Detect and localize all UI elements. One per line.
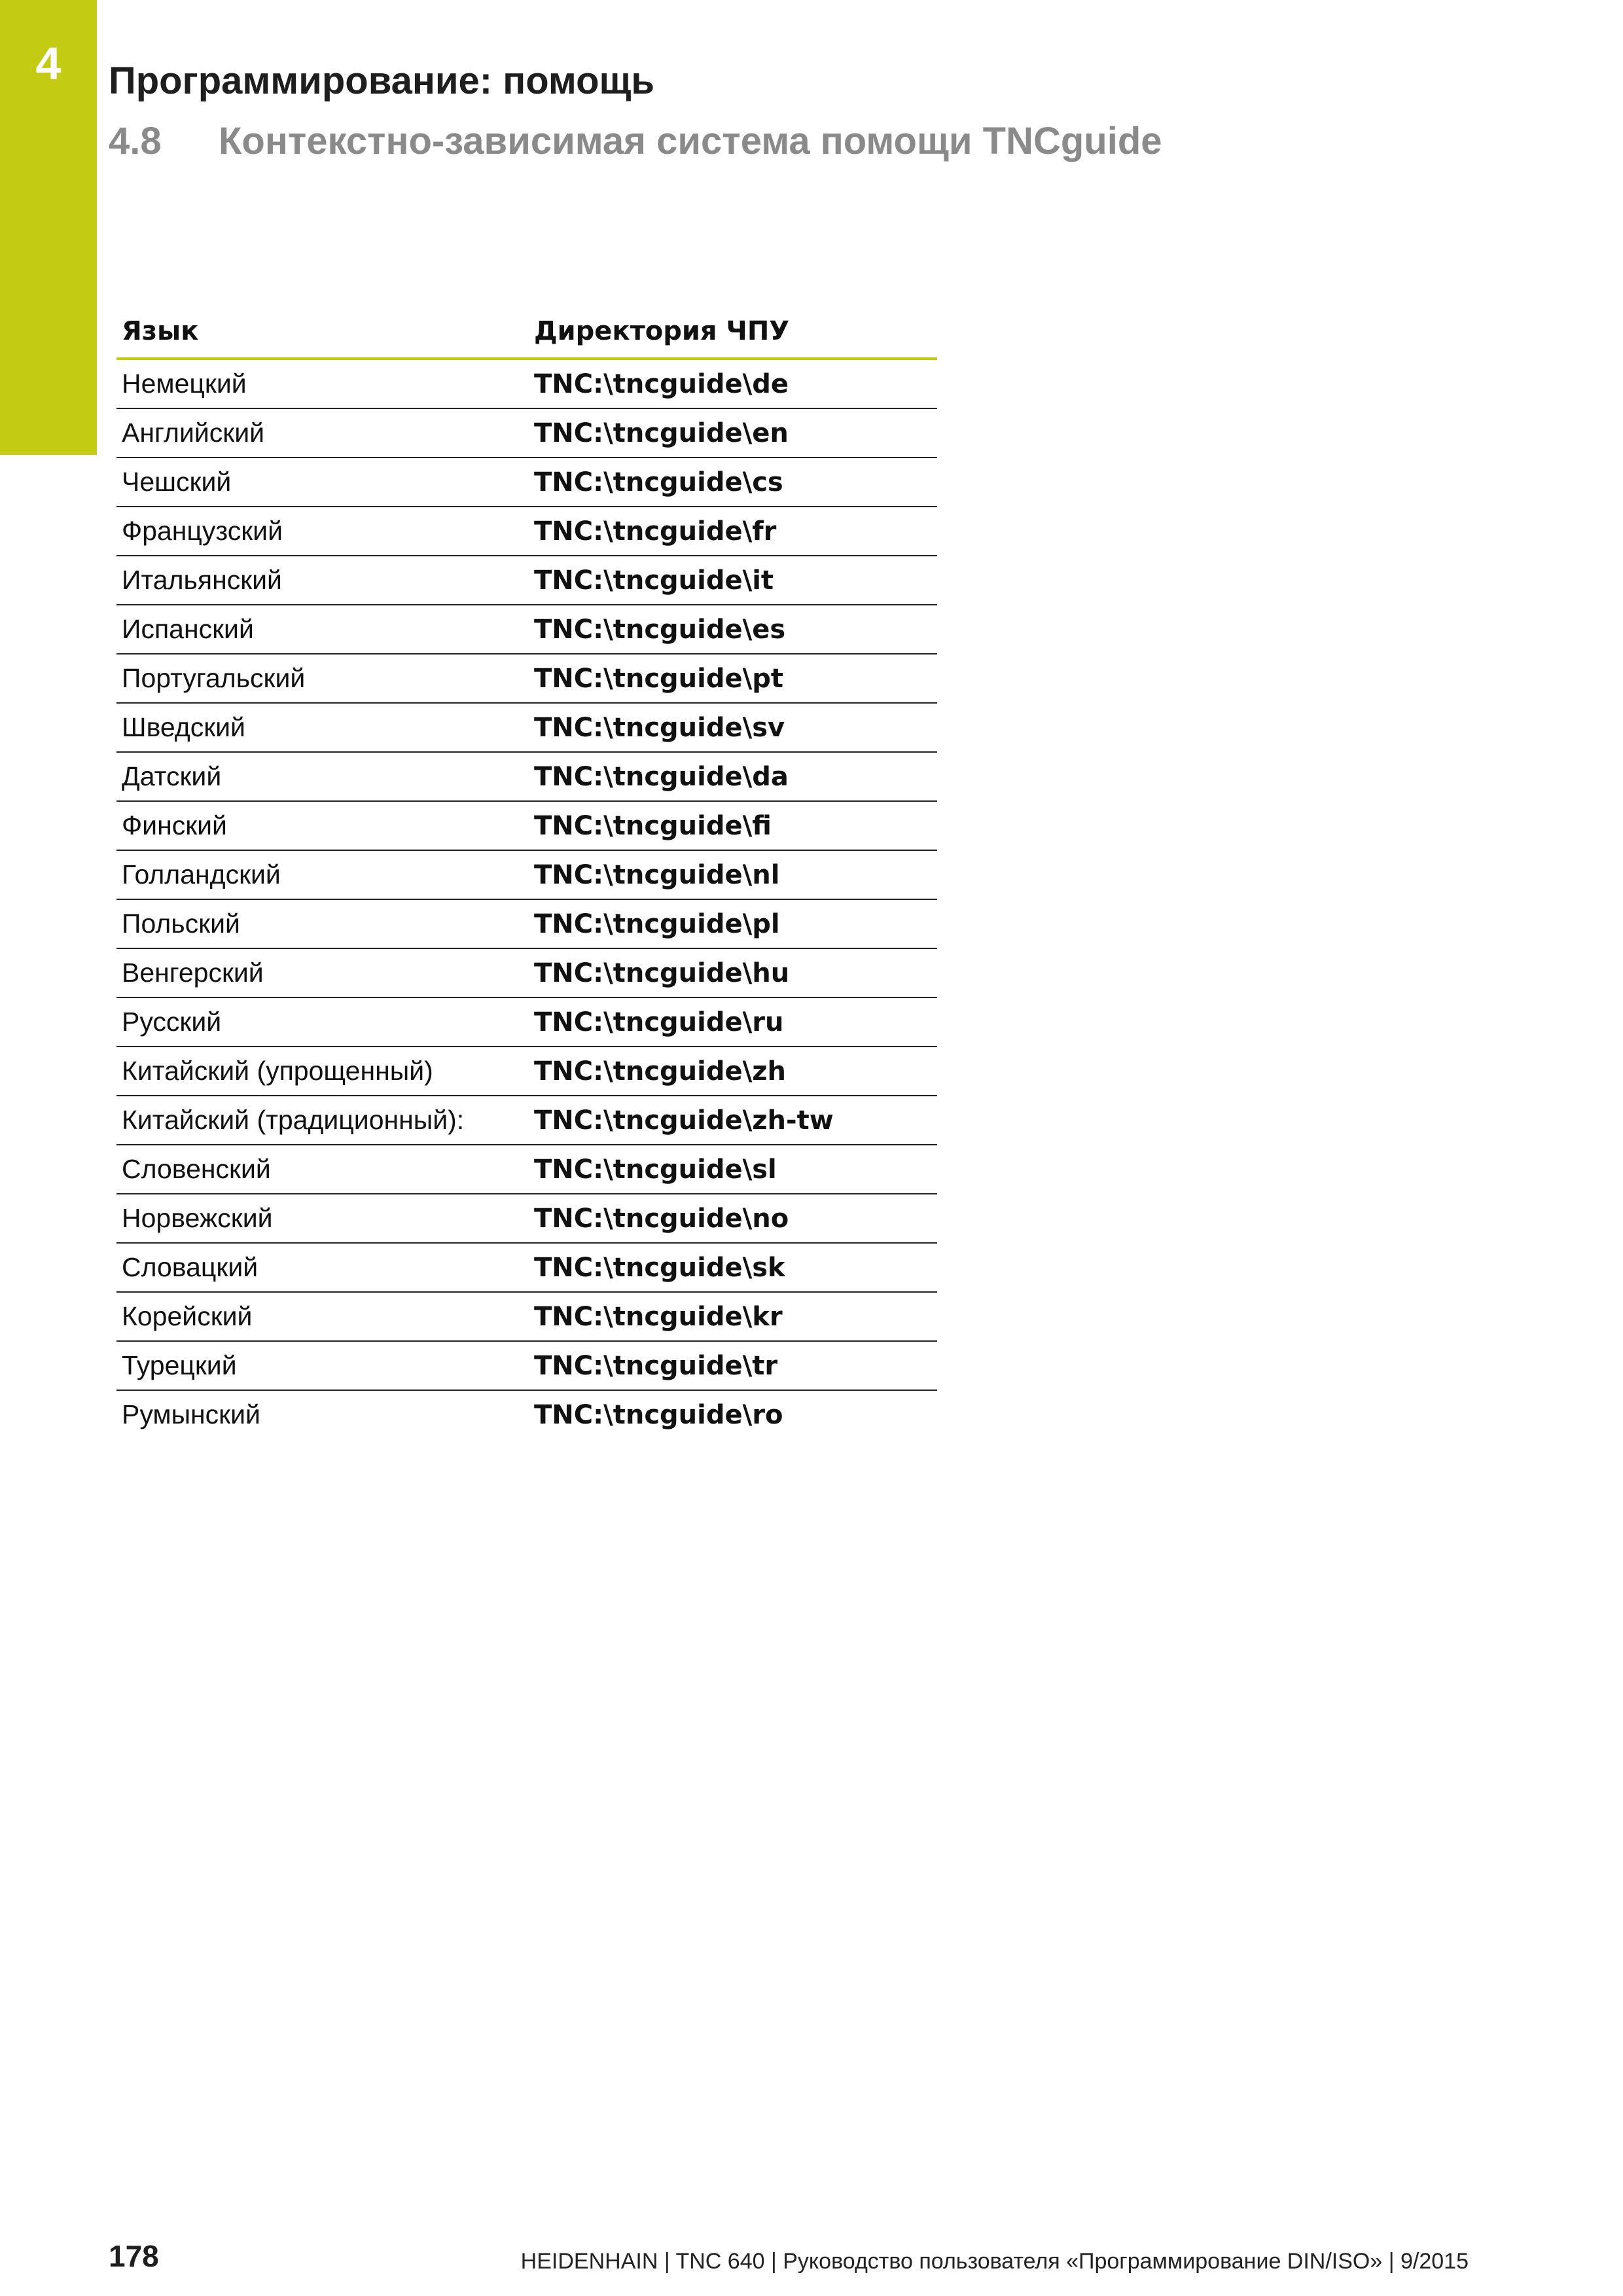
- directory-cell: TNC:\tncguide\pl: [529, 899, 937, 948]
- language-cell: Китайский (традиционный):: [116, 1096, 529, 1145]
- table-header-row: [116, 305, 937, 359]
- language-cell: Словенский: [116, 1145, 529, 1194]
- directory-cell: TNC:\tncguide\en: [529, 408, 937, 457]
- chapter-tab: [0, 0, 97, 455]
- directory-cell: TNC:\tncguide\pt: [529, 654, 937, 703]
- column-header-language: Язык: [116, 305, 529, 359]
- table-row: [116, 948, 937, 997]
- language-cell: Норвежский: [116, 1194, 529, 1243]
- language-cell: Русский: [116, 997, 529, 1047]
- table-row: [116, 1292, 937, 1341]
- language-cell: Венгерский: [116, 948, 529, 997]
- table-row: [116, 703, 937, 752]
- directory-cell: TNC:\tncguide\es: [529, 605, 937, 654]
- language-cell: Словацкий: [116, 1243, 529, 1292]
- language-cell: Французский: [116, 507, 529, 556]
- table-row: [116, 1096, 937, 1145]
- language-cell: Финский: [116, 801, 529, 850]
- table-row: [116, 556, 937, 605]
- language-cell: Итальянский: [116, 556, 529, 605]
- table-row: [116, 1194, 937, 1243]
- table-row: [116, 801, 937, 850]
- table-row: [116, 1243, 937, 1292]
- directory-cell: TNC:\tncguide\ro: [534, 1399, 783, 1430]
- directory-cell: TNC:\tncguide\hu: [529, 948, 937, 997]
- language-cell: Китайский (упрощенный): [116, 1047, 529, 1096]
- table-row: [116, 654, 937, 703]
- directory-cell: TNC:\tncguide\ru: [529, 997, 937, 1047]
- directory-cell: TNC:\tncguide\kr: [529, 1292, 937, 1341]
- language-cell: Английский: [116, 408, 529, 457]
- table-row: [116, 752, 937, 801]
- column-header-directory: Директория ЧПУ: [529, 305, 937, 359]
- language-cell: Испанский: [116, 605, 529, 654]
- language-cell: Польский: [116, 899, 529, 948]
- section-title: Контекстно-зависимая система помощи TNCguide: [219, 120, 1162, 162]
- directory-cell: TNC:\tncguide\sl: [529, 1145, 937, 1194]
- table-row: [116, 1390, 937, 1439]
- table-row: [116, 605, 937, 654]
- directory-cell: TNC:\tncguide\it: [529, 556, 937, 605]
- directory-cell: TNC:\tncguide\de: [529, 359, 937, 408]
- chapter-number: 4: [35, 38, 62, 89]
- table-row: [116, 457, 937, 507]
- language-cell: Турецкий: [116, 1341, 529, 1390]
- table-row: [116, 1341, 937, 1390]
- directory-cell: TNC:\tncguide\fr: [529, 507, 937, 556]
- table-row: [116, 997, 937, 1047]
- language-cell: Корейский: [116, 1292, 529, 1341]
- page-number: 178: [109, 2239, 159, 2273]
- table-row: [116, 1047, 937, 1096]
- directory-cell: TNC:\tncguide\sv: [529, 703, 937, 752]
- directory-cell: TNC:\tncguide\da: [529, 752, 937, 801]
- directory-cell: TNC:\tncguide\tr: [529, 1341, 937, 1390]
- directory-cell: TNC:\tncguide\zh-tw: [529, 1096, 937, 1145]
- chapter-title: Программирование: помощь: [109, 60, 655, 102]
- language-cell: Датский: [116, 752, 529, 801]
- directory-cell: TNC:\tncguide\fi: [529, 801, 937, 850]
- language-cell: Шведский: [116, 703, 529, 752]
- footer-text: HEIDENHAIN | TNC 640 | Руководство пользователя «Программирование DIN/ISO» | 9/2015: [520, 2249, 1469, 2274]
- language-cell: Румынский: [122, 1399, 260, 1429]
- table-row: [116, 899, 937, 948]
- language-cell: Чешский: [116, 457, 529, 507]
- table-row: [116, 1145, 937, 1194]
- directory-cell: TNC:\tncguide\cs: [529, 457, 937, 507]
- directory-cell: TNC:\tncguide\sk: [529, 1243, 937, 1292]
- language-cell: Голландский: [116, 850, 529, 899]
- directory-cell: TNC:\tncguide\no: [529, 1194, 937, 1243]
- table-row: [116, 359, 937, 408]
- table-body: [116, 359, 937, 1439]
- table-row: [116, 408, 937, 457]
- language-cell: Португальский: [116, 654, 529, 703]
- section-number: 4.8: [109, 120, 162, 162]
- table-row: [116, 507, 937, 556]
- directory-cell: TNC:\tncguide\zh: [529, 1047, 937, 1096]
- section-heading: [109, 119, 1162, 163]
- directory-cell: TNC:\tncguide\nl: [529, 850, 937, 899]
- language-directory-table: [116, 305, 937, 1439]
- table-row: [116, 850, 937, 899]
- language-cell: Немецкий: [116, 359, 529, 408]
